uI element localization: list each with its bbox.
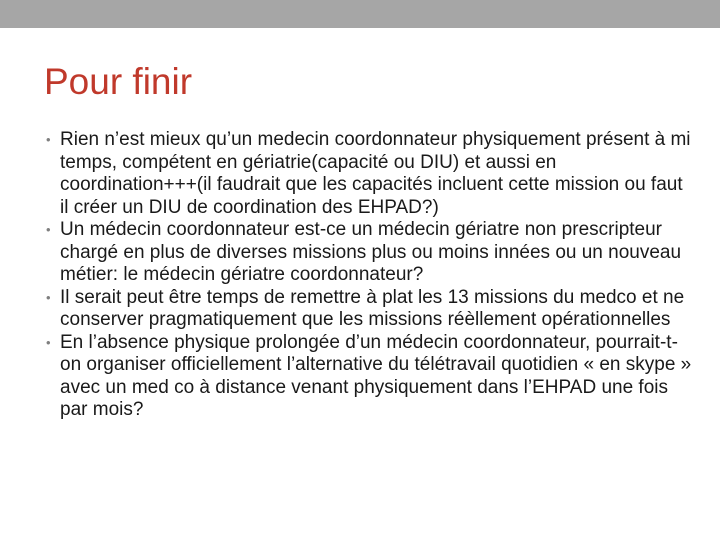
bullet-icon: • xyxy=(46,334,51,350)
bullet-item xyxy=(46,287,696,332)
top-band xyxy=(0,0,720,28)
bullet-text: Il serait peut être temps de remettre à plat les 13 missions du medco et ne conserver pragmatiquement que les missions réèllement opérationnelles xyxy=(60,286,685,330)
bullet-item xyxy=(46,332,696,422)
bullet-icon: • xyxy=(46,289,51,305)
bullet-item xyxy=(46,129,696,219)
bullet-item xyxy=(46,219,696,287)
bullet-list xyxy=(46,129,696,422)
slide-title: Pour finir xyxy=(44,61,193,102)
bullet-icon: • xyxy=(46,222,51,237)
bullet-text: En l’absence physique prolongée d’un médecin coordonnateur, pourrait-t-on organiser officiellement l’alternative du télétravail quotidien « en skype » avec un med co à distance venant physiquement dans l’EHPAD une fois par mois? xyxy=(60,331,692,420)
bullet-text: Un médecin coordonnateur est-ce un médecin gériatre non prescripteur chargé en plus de diverses missions plus ou moins innées ou un nouveau métier: le médecin gériatre coordonnateur? xyxy=(60,219,682,285)
bullet-icon: • xyxy=(46,132,51,147)
bullet-text: Rien n’est mieux qu’un medecin coordonnateur physiquement présent à mi temps, compétent en gériatrie(capacité ou DIU) et aussi en coordination+++(il faudrait que les capacités incluent cette mission ou faut il créer un DIU de coordination des EHPAD?) xyxy=(60,129,691,218)
